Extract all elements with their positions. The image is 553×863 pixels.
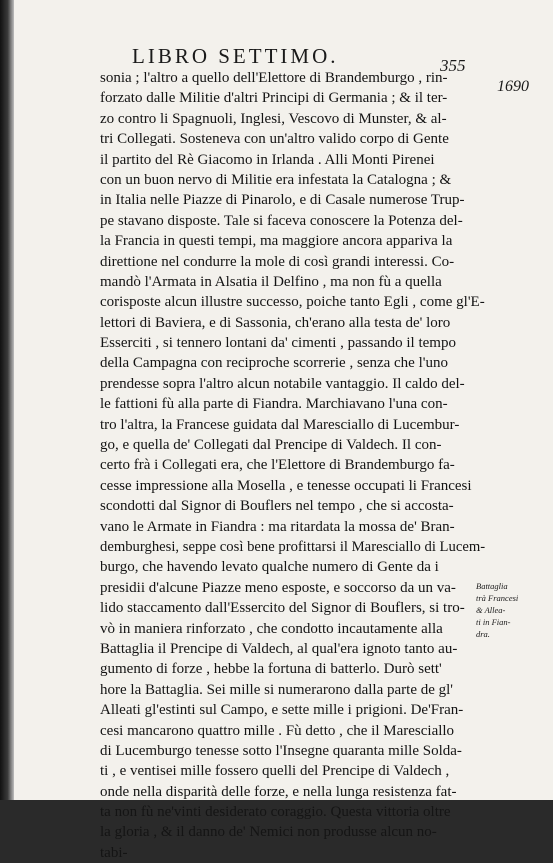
text-line: tabi-	[100, 844, 128, 861]
text-line: demburghesi, seppe così bene profittarsi il Maresciallo di Lucem-	[100, 538, 486, 555]
margin-note-line: ti in Fian-	[476, 617, 511, 627]
text-line: vò in maniera rinforzato , che condotto incautamente alla	[100, 620, 443, 637]
text-line: presidii d'alcune Piazze meno esposte, e soccorso da un va-	[100, 579, 456, 596]
text-line: cesi mancarono quattro mille . Fù detto , che il Maresciallo	[100, 722, 455, 739]
text-line: in Italia nelle Piazze di Pinarolo, e di Casale numerose Trup-	[100, 192, 465, 209]
text-line: tri Collegati. Sosteneva con un'altro valido corpo di Gente	[100, 131, 449, 148]
page-number: 355	[440, 56, 466, 75]
text-line: gumento di forze , hebbe la fortuna di batterlo. Durò sett'	[100, 661, 442, 678]
text-line: di Lucemburgo tenesse sotto l'Insegne quaranta mille Solda-	[100, 742, 462, 759]
text-line: della Campagna con reciproche scorrerie , senza che l'uno	[100, 355, 448, 372]
text-line: Alleati gl'estinti sul Campo, e sette mille i prigioni. De'Fran-	[100, 702, 464, 719]
margin-note-line: Battaglia	[476, 581, 508, 591]
text-line: vano le Armate in Fiandra : ma ritardata la mossa de' Bran-	[100, 518, 455, 535]
text-line: forzato dalle Militie d'altri Principi di Germania ; & il ter-	[100, 90, 448, 107]
text-line: con un buon nervo di Militie era infestata la Catalogna ; &	[100, 171, 452, 188]
text-line: certo frà i Collegati era, che l'Elettore di Brandemburgo fa-	[100, 457, 455, 474]
text-line: lido staccamento dall'Essercito del Signor di Bouflers, si tro-	[100, 600, 465, 617]
book-gutter-shadow	[0, 0, 14, 800]
text-line: corisposte alcun illustre successo, poiche tanto Egli , come gl'E-	[100, 294, 485, 311]
text-line: cesse impressione alla Mosella , e tenesse occupati li Francesi	[100, 477, 472, 494]
running-title: LIBRO SETTIMO.	[132, 44, 339, 68]
text-line: Battaglia il Prencipe di Valdech, al qual'era ignoto tanto au-	[100, 640, 458, 657]
book-page	[14, 0, 553, 861]
text-line: le fattioni fù alla parte di Fiandra. Marchiavano l'una con-	[100, 396, 448, 413]
margin-note-line: & Allea-	[476, 605, 506, 615]
margin-year: 1690	[497, 78, 529, 95]
text-line: tro l'altra, la Francese guidata dal Maresciallo di Lucembur-	[100, 416, 460, 433]
margin-note-line: trà Francesi	[476, 593, 519, 603]
text-line: lettori di Baviera, e di Sassonia, ch'erano alla testa de' loro	[100, 314, 451, 331]
text-line: Esserciti , si tennero lontani da' cimenti , passando il tempo	[100, 335, 456, 352]
text-line: onde nella disparità delle forze, e nella lunga resistenza fat-	[100, 783, 457, 800]
text-line: hore la Battaglia. Sei mille si numerarono dalla parte de gl'	[100, 681, 454, 698]
text-line: prendesse sopra l'altro alcun notabile vantaggio. Il caldo del-	[100, 375, 465, 392]
text-line: pe stavano disposte. Tale si faceva conoscere la Potenza del-	[100, 212, 463, 229]
text-line: la Francia in questi tempi, ma maggiore ancora appariva la	[100, 233, 453, 250]
text-line: scondotti dal Signor di Bouflers nel tempo , che si accosta-	[100, 498, 454, 515]
text-line: la gloria , & il danno de' Nemici non produsse alcun no-	[100, 824, 437, 841]
text-line: zo contro li Spagnuoli, Inglesi, Vescovo di Munster, & al-	[100, 110, 447, 127]
text-line: burgo, che havendo levato qualche numero di Gente da i	[100, 559, 439, 576]
body-text	[100, 68, 485, 863]
text-line: mandò l'Armata in Alsatia il Delfino , ma non fù a quella	[100, 273, 442, 290]
text-line: sonia ; l'altro a quello dell'Elettore di Brandemburgo , rin-	[100, 70, 448, 86]
margin-note-line: dra.	[476, 629, 490, 639]
text-line: ta non fù ne'vinti desiderato coraggio. Questa vittoria oltre	[100, 804, 451, 821]
text-line: il partito del Rè Giacomo in Irlanda . Alli Monti Pirenei	[100, 151, 435, 168]
text-line: direttione nel condurre la mole di così grandi interessi. Co-	[100, 253, 455, 270]
text-line: go, e quella de' Collegati dal Prencipe di Valdech. Il con-	[100, 437, 442, 454]
text-line: ti , e ventisei mille fossero quelli del Prencipe di Valdech ,	[100, 763, 450, 780]
margin-note	[476, 580, 548, 640]
